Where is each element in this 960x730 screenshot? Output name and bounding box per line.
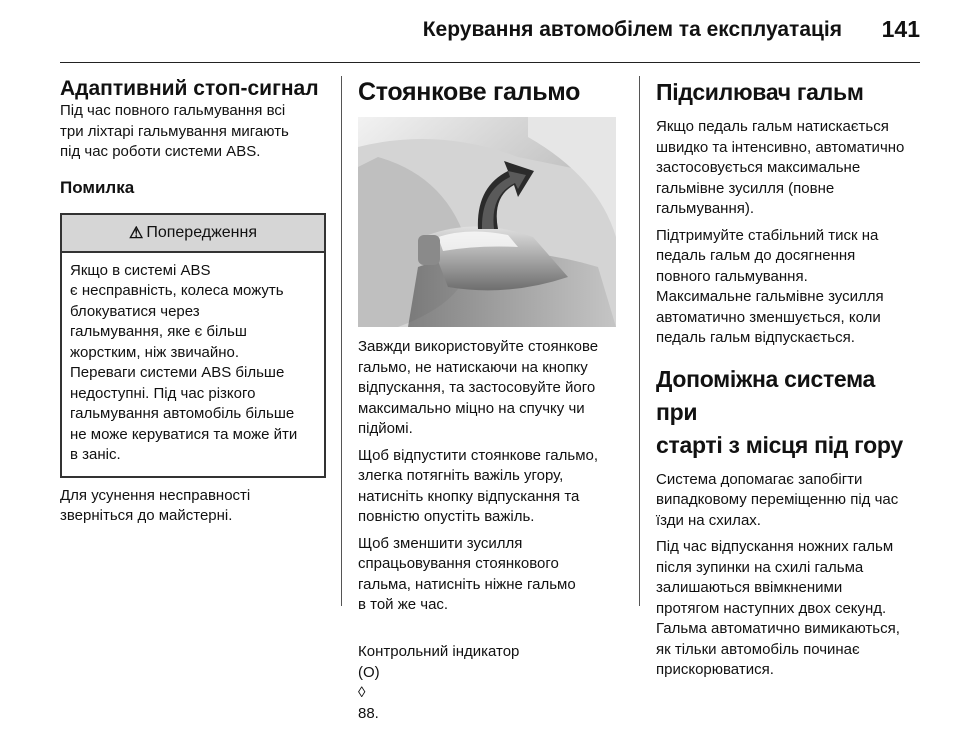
column-3 [656, 76, 922, 687]
column-2 [358, 76, 618, 730]
section-heading: Стоянкове гальмо [358, 78, 581, 106]
parking-brake-drawing [358, 117, 616, 327]
column-divider [639, 76, 640, 606]
paragraph: Підтримуйте стабільний тиск на педаль гальм до досягнення повного гальмування. Максимальне гальмівне зусилля автоматично зменшується, коли педаль гальм відпускається. [656, 226, 884, 346]
paragraph: Під час повного гальмування всі три ліхтарі гальмування мигають під час роботи системи ABS. [60, 102, 289, 160]
warning-header [62, 215, 324, 253]
page-reference-arrow-icon: ◊ [358, 684, 366, 701]
paragraph: Під час відпускання ножних гальм після зупинки на схилі гальма залишаються ввімкненими протягом наступних двох секунд. Гальма автоматично вимикаються, як тільки автомобіль починає прискорюватися. [656, 538, 900, 678]
paragraph: Завжди використовуйте стоянкове гальмо, не натискаючи на кнопку відпускання, та застосовуйте його максимально міцно на спучку чи підйомі. [358, 338, 599, 437]
page-number: 141 [881, 16, 920, 42]
warning-box [60, 213, 326, 478]
paragraph: Для усунення несправності зверніться до майстерні. [60, 486, 251, 524]
paragraph-indicator-ref [358, 622, 618, 725]
brake-indicator-icon: (O) [358, 663, 380, 681]
paragraph: Система допомагає запобігти випадковому переміщенню під час їзди на схилах. [656, 470, 899, 529]
paragraph: Щоб відпустити стоянкове гальмо, злегка потягніть важіль угору, натисніть кнопку відпускання та повністю опустіть важіль. [358, 446, 599, 525]
paragraph: Щоб зменшити зусилля спрацьовування стоянкового гальма, натисніть ніжне гальмо в той же час. [358, 534, 576, 613]
column-1 [60, 76, 326, 533]
section-heading: Адаптивний стоп-сигнал [60, 77, 319, 100]
section-heading: Підсилювач гальм [656, 79, 864, 105]
section-heading: Допоміжна система при старті з місця під гору [656, 365, 903, 458]
page-header [60, 0, 920, 63]
warning-body [62, 253, 324, 476]
parking-brake-illustration [358, 117, 616, 327]
column-divider [341, 76, 342, 606]
header-title: Керування автомобілем та експлуатація [422, 18, 842, 41]
page-reference: 88. [358, 704, 379, 722]
warning-text: Якщо в системі ABS є несправність, колеса можуть блокуватися через гальмування, яке є більш жорстким, ніж звичайно. Переваги системи ABS більше недоступні. Під час різкого гальмування автомобіль більше не може керуватися та може йти в заніс. [70, 261, 298, 463]
warning-title: Попередження [146, 223, 258, 241]
subheading: Помилка [60, 177, 135, 197]
indicator-text: Контрольний індикатор [358, 643, 520, 660]
warning-triangle-icon: ⚠ [128, 224, 144, 242]
paragraph: Якщо педаль гальм натискається швидко та інтенсивно, автоматично застосовується максимальне гальмівне зусилля (повне гальмування). [656, 118, 905, 217]
